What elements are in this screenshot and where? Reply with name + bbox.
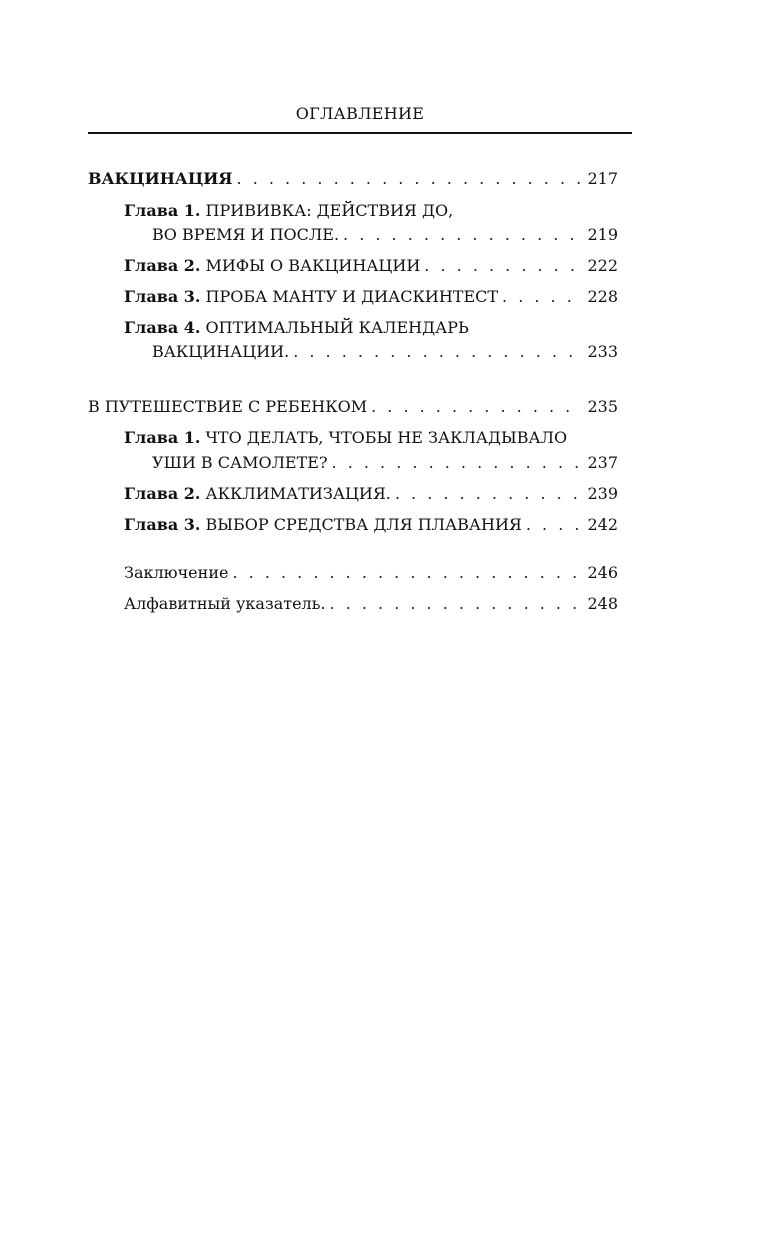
section-title: В ПУТЕШЕСТВИЕ С РЕБЕНКОМ [88, 397, 368, 416]
chapter-label: Глава 3. [124, 287, 201, 306]
chapter-title: МИФЫ О ВАКЦИНАЦИИ [205, 256, 421, 275]
dot-leader [293, 340, 583, 364]
chapter-title-continued: ВАКЦИНАЦИИ. [152, 342, 290, 361]
chapter-title-continued: УШИ В САМОЛЕТЕ? [152, 453, 328, 472]
dot-leader [526, 513, 584, 537]
chapter-title: ПРИВИВКА: ДЕЙСТВИЯ ДО, [205, 201, 454, 220]
dot-leader [395, 482, 584, 506]
toc-chapter-4-line1[interactable] [124, 316, 618, 340]
page-number: 219 [587, 225, 618, 244]
page-number: 217 [587, 169, 618, 188]
dot-leader [502, 285, 583, 309]
chapter-label: Глава 2. [124, 484, 201, 503]
page-number: 248 [587, 594, 618, 613]
page-title: ОГЛАВЛЕНИЕ [295, 104, 425, 123]
chapter-title: ОПТИМАЛЬНЫЙ КАЛЕНДАРЬ [205, 318, 469, 337]
toc-chapter-3[interactable] [124, 285, 618, 309]
chapter-title: ЧТО ДЕЛАТЬ, ЧТОБЫ НЕ ЗАКЛАДЫВАЛО [205, 428, 568, 447]
toc-conclusion[interactable] [124, 561, 618, 585]
dot-leader [371, 395, 583, 419]
page-number: 242 [587, 515, 618, 534]
toc-chapter-1-line1[interactable] [124, 199, 618, 223]
chapter-title: АККЛИМАТИЗАЦИЯ. [205, 484, 391, 503]
dot-leader [332, 451, 584, 475]
toc-travel-chapter-1-line1[interactable] [124, 426, 618, 450]
dot-leader [424, 254, 583, 278]
toc-chapter-1-line2[interactable] [152, 223, 618, 247]
chapter-label: Глава 2. [124, 256, 201, 275]
header-rule [88, 132, 632, 134]
page-number: 246 [587, 563, 618, 582]
chapter-title: ВЫБОР СРЕДСТВА ДЛЯ ПЛАВАНИЯ [205, 515, 522, 534]
page-number: 228 [587, 287, 618, 306]
toc-section-vaccination[interactable] [88, 167, 618, 191]
chapter-title: ПРОБА МАНТУ И ДИАСКИНТЕСТ [205, 287, 499, 306]
chapter-label: Глава 4. [124, 318, 201, 337]
page-number: 239 [587, 484, 618, 503]
toc-index[interactable] [124, 592, 618, 616]
chapter-label: Глава 3. [124, 515, 201, 534]
dot-leader [237, 167, 584, 191]
page-number: 233 [587, 342, 618, 361]
dot-leader [330, 592, 584, 616]
page-number: 222 [587, 256, 618, 275]
section-title: ВАКЦИНАЦИЯ [88, 169, 233, 188]
dot-leader [232, 561, 583, 585]
page-number: 237 [587, 453, 618, 472]
backmatter-title: Заключение [124, 563, 229, 582]
toc-section-travel[interactable] [88, 395, 618, 419]
chapter-label: Глава 1. [124, 201, 201, 220]
toc-travel-chapter-2[interactable] [124, 482, 618, 506]
chapter-label: Глава 1. [124, 428, 201, 447]
chapter-title-continued: ВО ВРЕМЯ И ПОСЛЕ. [152, 225, 340, 244]
backmatter-title: Алфавитный указатель. [124, 594, 326, 613]
toc-travel-chapter-1-line2[interactable] [152, 451, 618, 475]
dot-leader [343, 223, 583, 247]
toc-chapter-2[interactable] [124, 254, 618, 278]
toc-travel-chapter-3[interactable] [124, 513, 618, 537]
toc-chapter-4-line2[interactable] [152, 340, 618, 364]
page-number: 235 [587, 397, 618, 416]
